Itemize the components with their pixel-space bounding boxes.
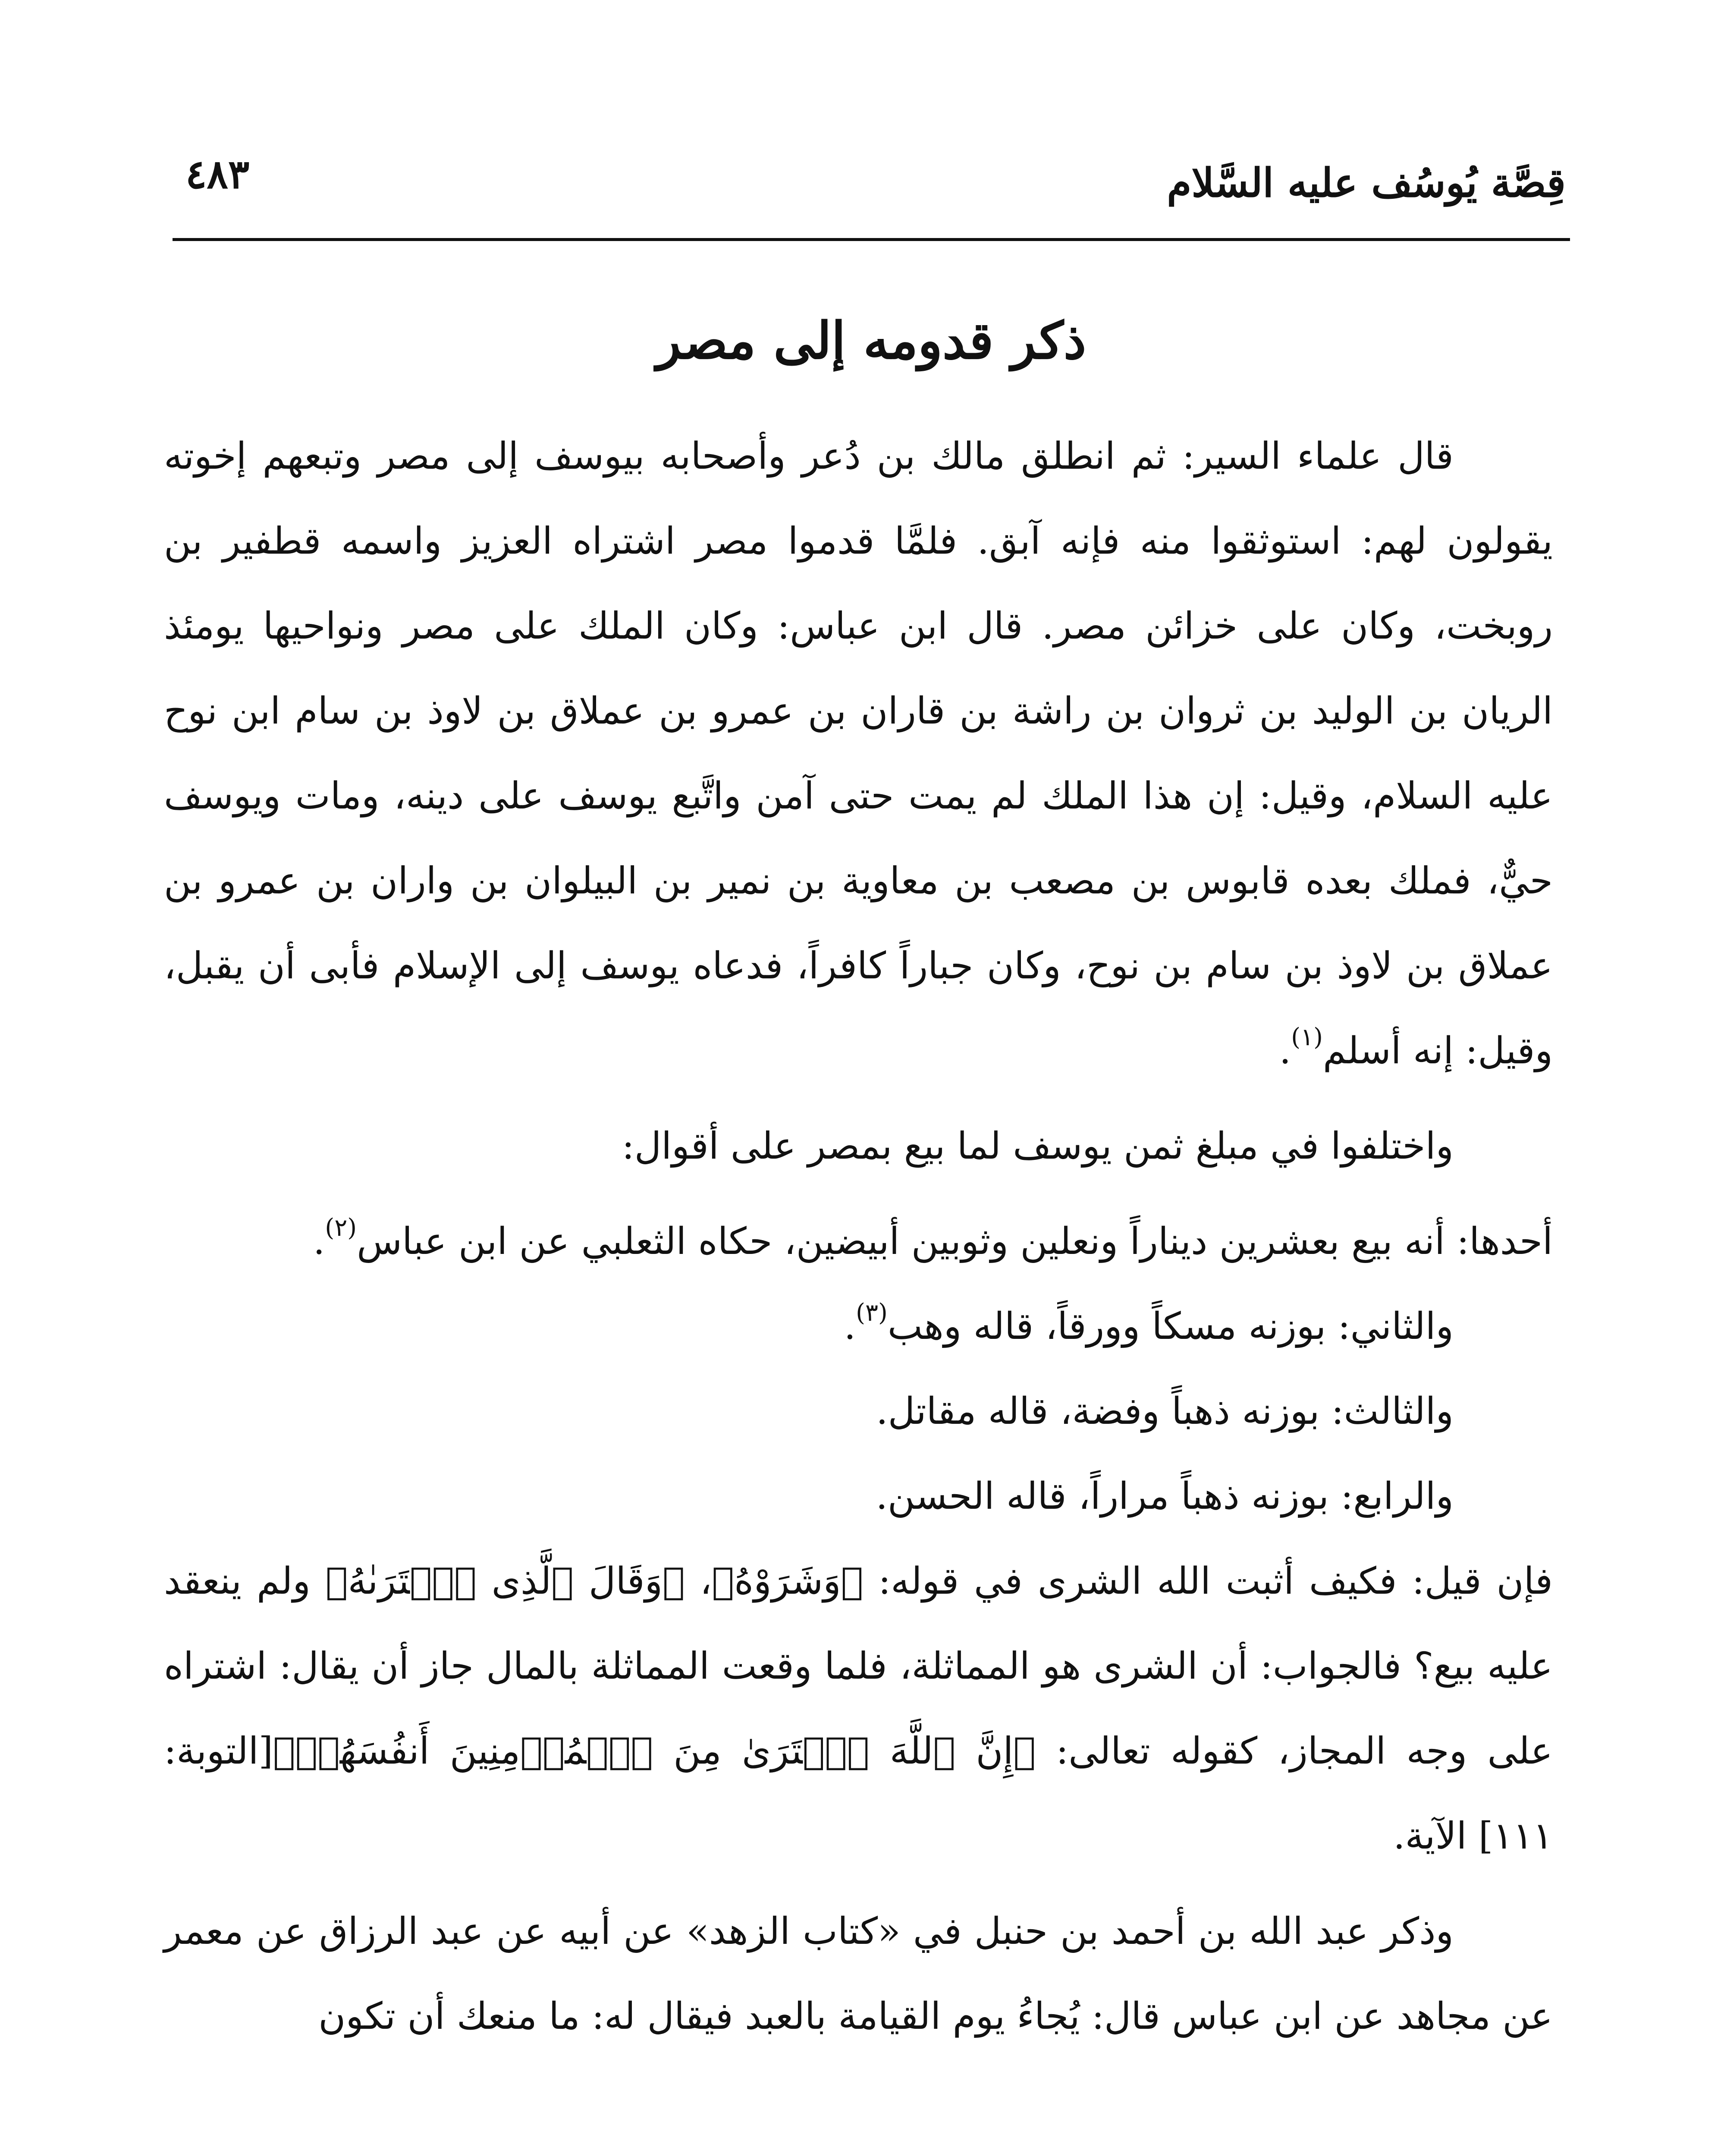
quran-quote-3: ﴿إِنَّ ٱللَّهَ ٱشۡتَرَىٰ مِنَ ٱلۡمُؤۡمِنِينَ أَنفُسَهُمۡ﴾ <box>273 1730 1036 1773</box>
footnote-ref-3[interactable]: (٣) <box>856 1299 888 1327</box>
paragraph-3: أحدها: أنه بيع بعشرين ديناراً ونعلين وثوبين أبيضين، حكاه الثعلبي عن ابن عباس$^{(٢)}$. <box>313 1214 1553 1263</box>
quran-quote-2: ﴿وَقَالَ ٱلَّذِى ٱشۡتَرَىٰهُ﴾ <box>325 1560 685 1603</box>
paragraph-6: والرابع: بوزنه ذهباً مراراً، قاله الحسن. <box>876 1475 1454 1518</box>
running-head <box>185 142 1566 216</box>
paragraph-7: فإن قيل: فكيف أثبت الله الشرى في قوله: ﴿وَشَرَوْهُ﴾، ﴿وَقَالَ ٱلَّذِى ٱشۡتَرَىٰهُ﴾ ولم ينعقد عليه بيع؟ فالجواب: أن الشرى هو المماثلة، فلما وقعت المماثلة بالمال جاز أن يقال: اشتراه على وجه المجاز، كقوله تعالى: ﴿إِنَّ ٱللَّهَ ٱشۡتَرَىٰ مِنَ ٱلۡمُؤۡمِنِينَ أَنفُسَهُمۡ﴾[التوبة: ١١١] الآية. <box>164 1560 1553 1858</box>
footnote-ref-2[interactable]: (٢) <box>325 1214 357 1242</box>
page-number: ٤٨٣ <box>185 151 250 197</box>
quran-quote-1: ﴿وَشَرَوْهُ﴾ <box>712 1560 864 1603</box>
chapter-title: ذكر قدومه إلى مصر <box>656 310 1087 370</box>
footnote-ref-1[interactable]: (١) <box>1291 1023 1323 1051</box>
paragraph-2: واختلفوا في مبلغ ثمن يوسف لما بيع بمصر على أقوال: <box>622 1125 1454 1168</box>
header-rule <box>173 238 1570 241</box>
paragraph-4: والثاني: بوزنه مسكاً وورقاً، قاله وهب$^{(٣)}$. <box>844 1299 1454 1348</box>
paragraph-8: وذكر عبد الله بن أحمد بن حنبل في «كتاب الزهد» عن أبيه عن عبد الرزاق عن معمر عن مجاهد عن ابن عباس قال: يُجاءُ يوم القيامة بالعبد فيقال له: ما منعك أن تكون <box>164 1910 1553 2038</box>
body-text <box>164 414 1553 2059</box>
paragraph-1: قال علماء السير: ثم انطلق مالك بن دُعر وأصحابه بيوسف إلى مصر وتبعهم إخوته يقولون لهم: استوثقوا منه فإنه آبق. فلمَّا قدموا مصر اشتراه العزيز واسمه قطفير بن روبخت، وكان على خزائن مصر. قال ابن عباس: وكان الملك على مصر ونواحيها يومئذ الريان بن الوليد بن ثروان بن راشة بن قاران بن عمرو بن عملاق بن لاوذ بن سام ابن نوح عليه السلام، وقيل: إن هذا الملك لم يمت حتى آمن واتَّبع يوسف على دينه، ومات ويوسف حيٌّ، فملك بعده قابوس بن مصعب بن معاوية بن نمير بن البيلوان بن واران بن عمرو بن عملاق بن لاوذ بن سام بن نوح، وكان جباراً كافراً، فدعاه يوسف إلى الإسلام فأبى أن يقبل، وقيل: إنه أسلم$^{(١)}$. <box>164 435 1553 1072</box>
running-title: قِصَّة يُوسُف عليه السَّلام <box>1167 160 1566 206</box>
paragraph-5: والثالث: بوزنه ذهباً وفضة، قاله مقاتل. <box>876 1390 1454 1433</box>
